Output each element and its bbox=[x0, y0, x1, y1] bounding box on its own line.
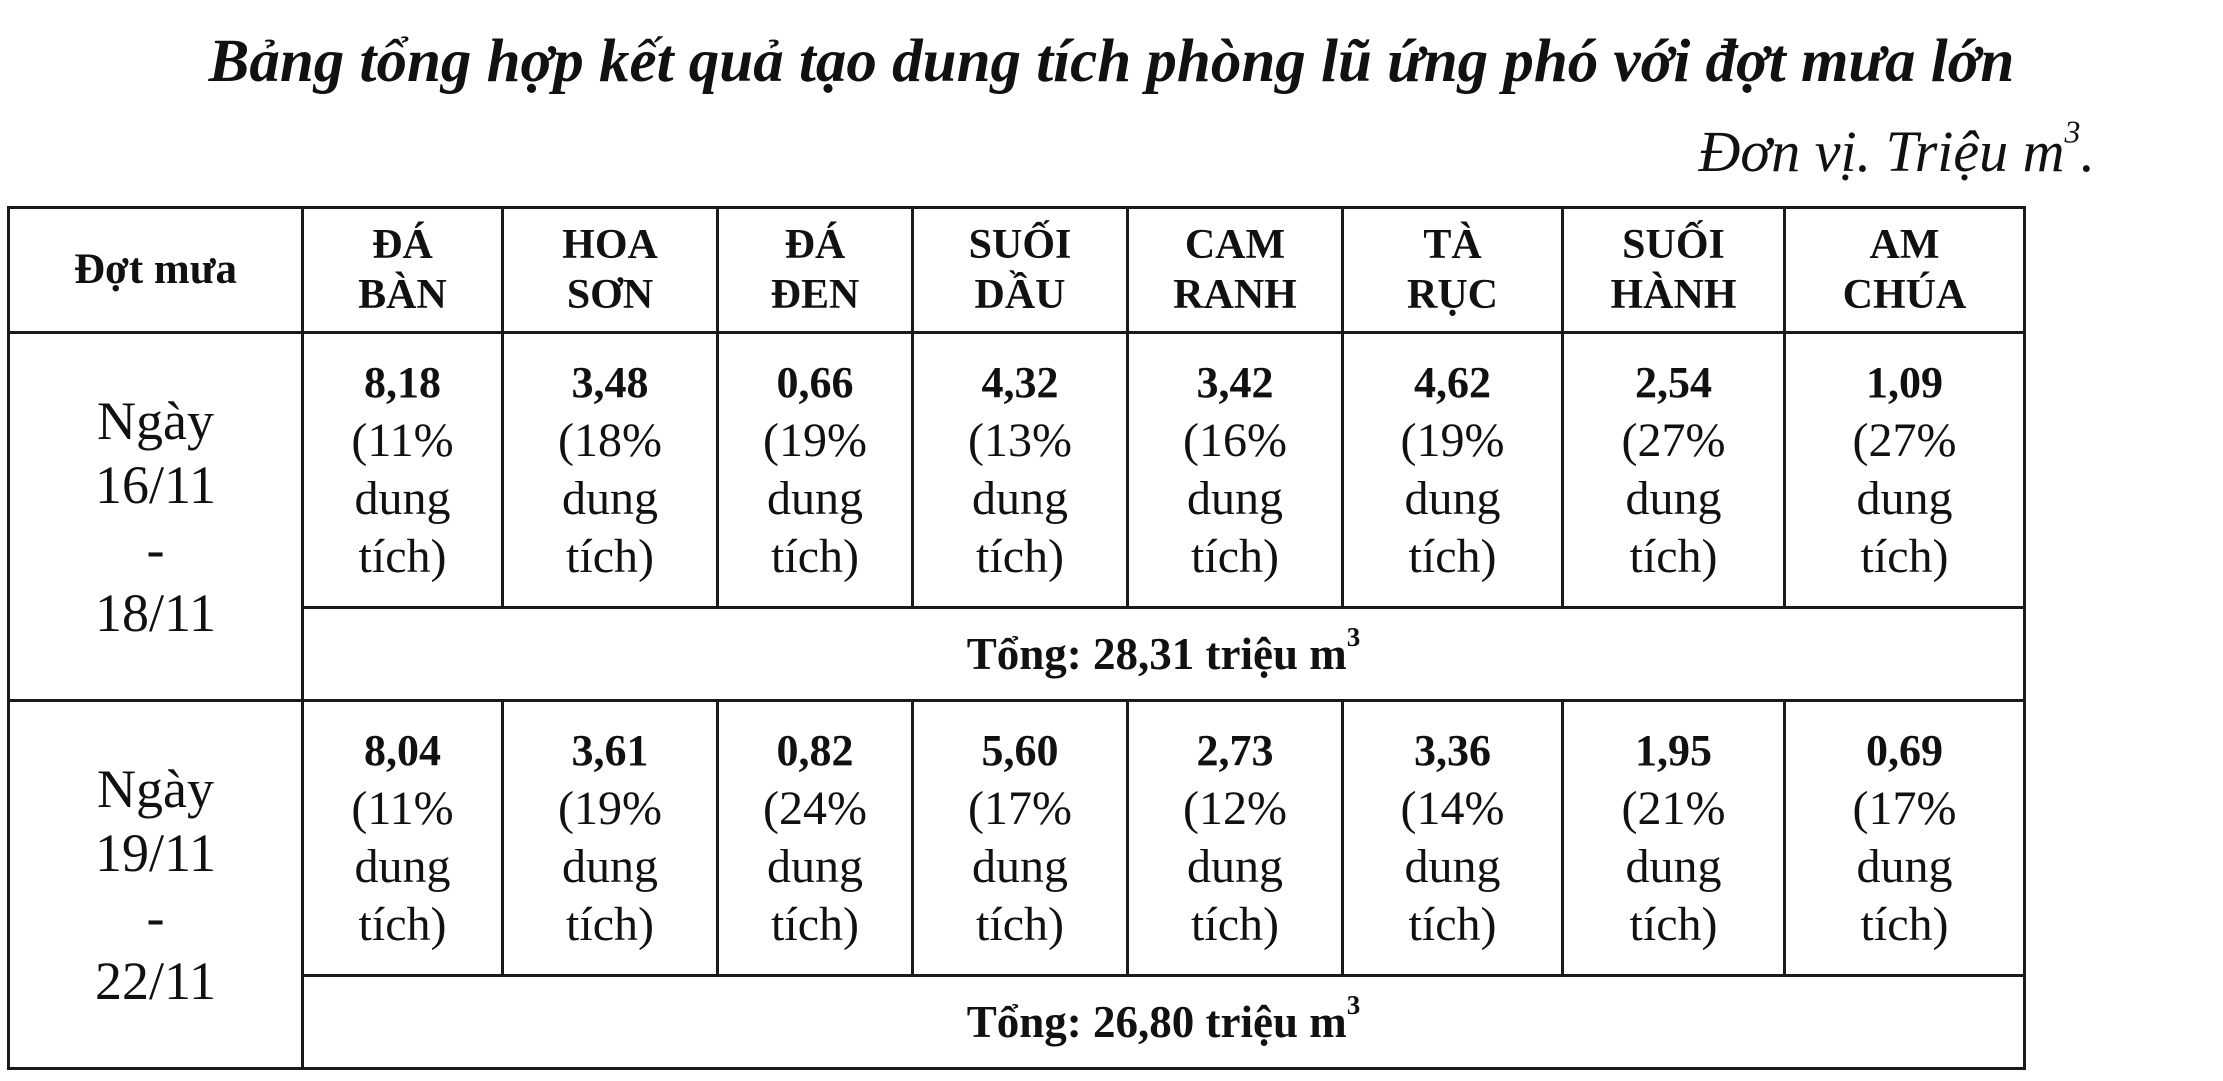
value-number: 0,66 bbox=[776, 358, 854, 407]
value-percent-line: tích) bbox=[771, 530, 859, 583]
value-cell bbox=[1785, 333, 2025, 608]
value-percent-line: dung bbox=[767, 472, 863, 525]
value-percent-line: tích) bbox=[1860, 898, 1949, 951]
total-cell bbox=[303, 608, 2025, 701]
total-cell bbox=[303, 976, 2025, 1069]
total-text: Tổng: 28,31 triệu m bbox=[966, 629, 1347, 679]
value-cell bbox=[503, 333, 718, 608]
header-reservoir bbox=[1563, 208, 1785, 333]
value-number: 2,73 bbox=[1196, 726, 1274, 775]
value-percent-line: tích) bbox=[1408, 898, 1497, 951]
unit-suffix: . bbox=[2080, 119, 2095, 184]
value-percent-line: (27% bbox=[1621, 414, 1726, 467]
value-cell bbox=[1128, 701, 1343, 976]
round-label bbox=[9, 701, 303, 1069]
header-reservoir bbox=[1343, 208, 1563, 333]
total-superscript: 3 bbox=[1346, 622, 1361, 653]
header-row bbox=[9, 208, 2025, 333]
value-percent-line: tích) bbox=[566, 530, 654, 583]
value-percent-line: (24% bbox=[763, 782, 867, 835]
value-percent-line: dung bbox=[972, 472, 1068, 525]
value-percent-line: dung bbox=[767, 840, 863, 893]
value-percent-line: dung bbox=[1625, 472, 1722, 525]
value-percent-line: (11% bbox=[351, 782, 454, 835]
round-label-line: Ngày bbox=[97, 390, 214, 451]
value-percent-line: dung bbox=[1856, 472, 1953, 525]
unit-text: Đơn vị. Triệu m bbox=[1698, 119, 2065, 184]
value-number: 1,09 bbox=[1866, 358, 1943, 407]
value-cell bbox=[718, 701, 913, 976]
value-percent-line: tích) bbox=[1629, 530, 1718, 583]
value-cell bbox=[718, 333, 913, 608]
header-line: ĐEN bbox=[770, 272, 860, 318]
value-percent-line: dung bbox=[562, 472, 658, 525]
value-percent-line: tích) bbox=[1860, 530, 1949, 583]
header-line: AM bbox=[1869, 222, 1940, 268]
value-number: 0,82 bbox=[776, 726, 854, 775]
value-percent-line: tích) bbox=[976, 530, 1064, 583]
value-percent-line: (19% bbox=[1400, 414, 1505, 467]
value-cell bbox=[503, 701, 718, 976]
value-number: 2,54 bbox=[1635, 358, 1712, 407]
value-number: 4,62 bbox=[1414, 358, 1491, 407]
value-percent-line: tích) bbox=[358, 898, 447, 951]
header-line: CAM bbox=[1184, 222, 1286, 268]
header-line: SUỐI bbox=[968, 222, 1072, 268]
value-percent-line: tích) bbox=[976, 898, 1064, 951]
value-cell bbox=[913, 333, 1128, 608]
value-percent-line: dung bbox=[1856, 840, 1953, 893]
value-percent-line: tích) bbox=[358, 530, 447, 583]
header-line: HOA bbox=[562, 222, 658, 268]
unit-label bbox=[1698, 112, 2095, 192]
total-row bbox=[9, 608, 2025, 701]
value-percent-line: tích) bbox=[1191, 898, 1279, 951]
value-number: 3,42 bbox=[1196, 358, 1274, 407]
value-percent-line: dung bbox=[1187, 472, 1283, 525]
value-percent-line: (19% bbox=[763, 414, 867, 467]
header-reservoir bbox=[503, 208, 718, 333]
value-percent-line: tích) bbox=[566, 898, 654, 951]
value-percent-line: dung bbox=[1404, 472, 1501, 525]
value-percent-line: (17% bbox=[1852, 782, 1957, 835]
value-percent-line: dung bbox=[354, 472, 451, 525]
value-cell bbox=[303, 333, 503, 608]
value-percent-line: dung bbox=[354, 840, 451, 893]
value-cell bbox=[1343, 333, 1563, 608]
header-reservoir bbox=[1128, 208, 1343, 333]
value-cell bbox=[1785, 701, 2025, 976]
header-reservoir bbox=[913, 208, 1128, 333]
value-percent-line: (19% bbox=[558, 782, 662, 835]
value-number: 8,04 bbox=[364, 726, 441, 775]
round-label-line: - bbox=[146, 518, 165, 579]
value-percent-line: dung bbox=[1187, 840, 1283, 893]
header-line: SƠN bbox=[566, 272, 654, 318]
header-line: ĐÁ bbox=[784, 222, 846, 268]
value-number: 3,36 bbox=[1414, 726, 1491, 775]
header-line: CHÚA bbox=[1842, 272, 1967, 318]
table-row bbox=[9, 701, 2025, 976]
value-percent-line: (13% bbox=[968, 414, 1072, 467]
header-line: RANH bbox=[1173, 272, 1297, 318]
value-number: 1,95 bbox=[1635, 726, 1712, 775]
unit-superscript: 3 bbox=[2064, 114, 2081, 150]
value-number: 3,48 bbox=[571, 358, 649, 407]
value-percent-line: (16% bbox=[1183, 414, 1287, 467]
value-percent-line: tích) bbox=[1191, 530, 1279, 583]
header-round: Đợt mưa bbox=[9, 208, 303, 333]
value-percent-line: tích) bbox=[1629, 898, 1718, 951]
value-number: 0,69 bbox=[1866, 726, 1943, 775]
value-percent-line: dung bbox=[1404, 840, 1501, 893]
value-cell bbox=[1563, 701, 1785, 976]
value-cell bbox=[1343, 701, 1563, 976]
value-percent-line: (14% bbox=[1400, 782, 1505, 835]
value-cell bbox=[1128, 333, 1343, 608]
total-superscript: 3 bbox=[1346, 990, 1361, 1021]
total-row bbox=[9, 976, 2025, 1069]
header-line: RỤC bbox=[1407, 272, 1498, 318]
header-reservoir bbox=[1785, 208, 2025, 333]
header-line: ĐÁ bbox=[372, 222, 433, 268]
value-percent-line: (11% bbox=[351, 414, 454, 467]
value-cell bbox=[913, 701, 1128, 976]
value-cell bbox=[303, 701, 503, 976]
table-row bbox=[9, 333, 2025, 608]
round-label-line: - bbox=[146, 886, 165, 947]
round-label-line: 22/11 bbox=[95, 950, 216, 1011]
round-label-line: 19/11 bbox=[95, 822, 216, 883]
round-label-line: 16/11 bbox=[95, 454, 216, 515]
value-number: 8,18 bbox=[364, 358, 441, 407]
results-table bbox=[7, 206, 2026, 1070]
value-number: 4,32 bbox=[981, 358, 1059, 407]
value-percent-line: tích) bbox=[771, 898, 859, 951]
total-text: Tổng: 26,80 triệu m bbox=[966, 997, 1347, 1047]
header-line: BÀN bbox=[358, 272, 447, 318]
header-line: DẦU bbox=[974, 272, 1066, 318]
value-percent-line: (21% bbox=[1621, 782, 1726, 835]
value-percent-line: dung bbox=[562, 840, 658, 893]
table-title: Bảng tổng hợp kết quả tạo dung tích phòng lũ ứng phó với đợt mưa lớn bbox=[208, 28, 2015, 95]
value-number: 3,61 bbox=[571, 726, 649, 775]
value-number: 5,60 bbox=[981, 726, 1059, 775]
value-percent-line: dung bbox=[972, 840, 1068, 893]
header-reservoir bbox=[303, 208, 503, 333]
value-percent-line: (12% bbox=[1183, 782, 1287, 835]
value-percent-line: (27% bbox=[1852, 414, 1957, 467]
value-percent-line: dung bbox=[1625, 840, 1722, 893]
round-label-line: 18/11 bbox=[95, 582, 216, 643]
header-reservoir bbox=[718, 208, 913, 333]
header-line: SUỐI bbox=[1622, 222, 1725, 268]
header-line: HÀNH bbox=[1610, 272, 1737, 318]
value-percent-line: (17% bbox=[968, 782, 1072, 835]
round-label-line: Ngày bbox=[97, 758, 214, 819]
value-cell bbox=[1563, 333, 1785, 608]
header-line: TÀ bbox=[1423, 222, 1482, 268]
value-percent-line: tích) bbox=[1408, 530, 1497, 583]
round-label bbox=[9, 333, 303, 701]
value-percent-line: (18% bbox=[558, 414, 662, 467]
